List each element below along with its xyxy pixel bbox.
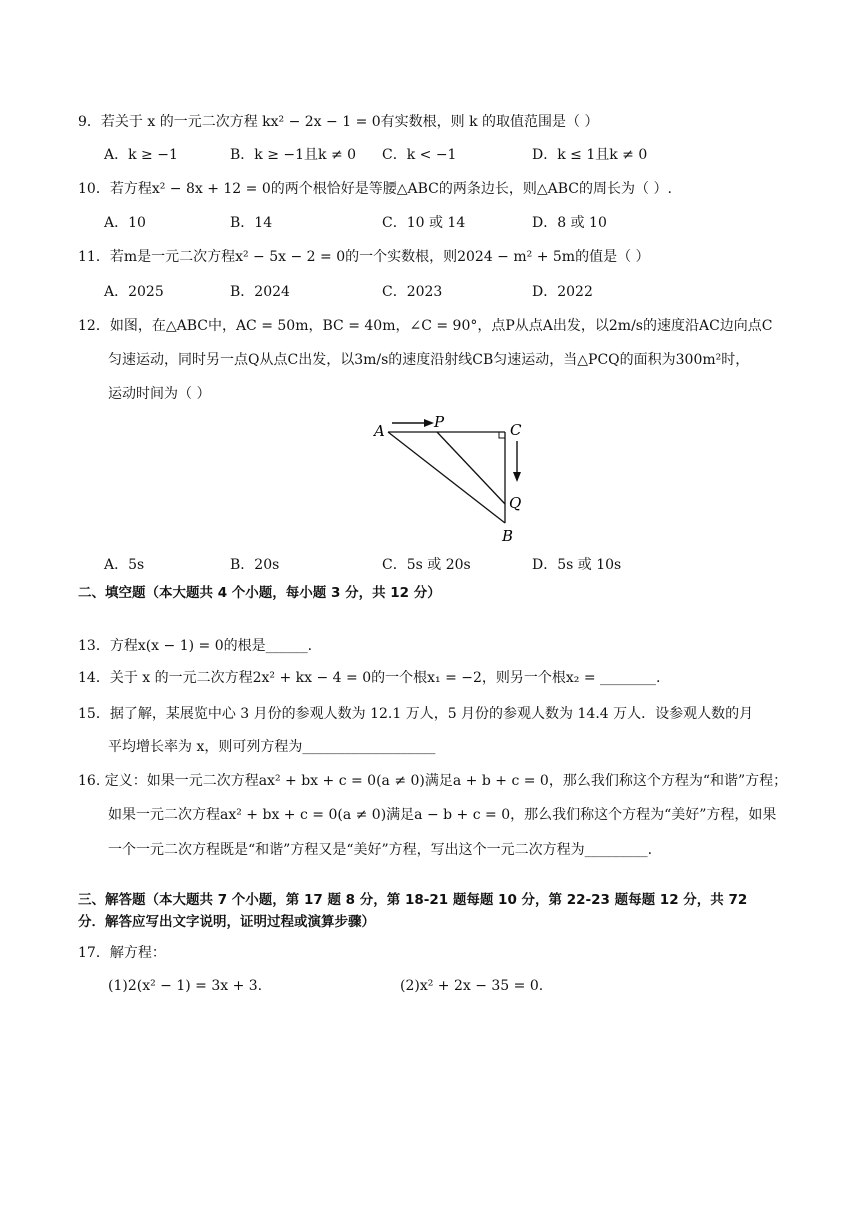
segment-ab: [388, 432, 505, 523]
q10-option-b: B．14: [230, 215, 273, 231]
q12-line3: 运动时间为（ ）: [108, 386, 211, 402]
q16-line1: 16. 定义：如果一元二次方程ax² + bx + c = 0(a ≠ 0)满足a + b + c = 0，那么我们称这个方程为“和谐”方程；: [78, 773, 788, 789]
q17-stem: 17．解方程：: [78, 945, 166, 961]
label-b: B: [502, 527, 514, 545]
q10-option-d: D．8 或 10: [532, 215, 607, 231]
label-q: Q: [509, 494, 522, 512]
q9-option-b: B．k ≥ −1且k ≠ 0: [230, 147, 357, 163]
q12-option-a: A．5s: [104, 557, 145, 573]
q11-option-d: D．2022: [532, 284, 593, 300]
triangle-figure: [372, 415, 532, 547]
q15-line1: 15．据了解，某展览中心 3 月份的参观人数为 12.1 万人，5 月份的参观人数为 14.4 万人．设参观人数的月: [78, 706, 754, 722]
label-a: A: [374, 422, 385, 440]
label-c: C: [510, 421, 522, 439]
q17-part2: (2)x² + 2x − 35 = 0.: [400, 978, 544, 994]
q12-option-b: B．20s: [230, 557, 280, 573]
q11-stem: 11．若m是一元二次方程x² − 5x − 2 = 0的一个实数根，则2024 − m² + 5m的值是（ ）: [78, 249, 650, 265]
q12-option-c: C．5s 或 20s: [382, 557, 471, 573]
arrow-ap-head: [424, 419, 434, 427]
right-angle-mark: [499, 432, 505, 438]
q9-option-c: C．k < −1: [382, 147, 457, 163]
q13: 13．方程x(x − 1) = 0的根是______.: [78, 638, 313, 654]
q10-option-a: A．10: [104, 215, 146, 231]
q12-option-d: D．5s 或 10s: [532, 557, 622, 573]
q9-stem: 9．若关于 x 的一元二次方程 kx² − 2x − 1 = 0有实数根，则 k 的取值范围是（ ）: [78, 114, 599, 130]
q15-line2: 平均增长率为 x，则可列方程为___________________: [108, 739, 436, 755]
q16-line3: 一个一元二次方程既是“和谐”方程又是“美好”方程，写出这个一元二次方程为_________.: [108, 842, 653, 858]
segment-pq: [437, 432, 505, 504]
q16-line2: 如果一元二次方程ax² + bx + c = 0(a ≠ 0)满足a − b + c = 0，那么我们称这个方程为“美好”方程，如果: [108, 807, 777, 823]
q17-part1: (1)2(x² − 1) = 3x + 3.: [108, 978, 263, 994]
q10-stem: 10．若方程x² − 8x + 12 = 0的两个根恰好是等腰△ABC的两条边长，则△ABC的周长为（ ）.: [78, 181, 672, 197]
q11-option-a: A．2025: [104, 284, 164, 300]
q12-line2: 匀速运动，同时另一点Q从点C出发，以3m/s的速度沿射线CB匀速运动，当△PCQ的面积为300m²时，: [108, 352, 750, 368]
section-answer-heading-line1: 三、解答题（本大题共 7 个小题，第 17 题 8 分，第 18-21 题每题 10 分，第 22-23 题每题 12 分，共 72: [78, 892, 748, 908]
q10-option-c: C．10 或 14: [382, 215, 466, 231]
section-fill-in-heading: 二、填空题（本大题共 4 个小题，每小题 3 分，共 12 分）: [78, 585, 441, 601]
q12-line1: 12．如图，在△ABC中，AC = 50m，BC = 40m，∠C = 90°，点P从点A出发，以2m/s的速度沿AC边向点C: [78, 318, 773, 334]
arrow-cq-head: [513, 472, 521, 482]
q11-option-b: B．2024: [230, 284, 290, 300]
q9-option-d: D．k ≤ 1且k ≠ 0: [532, 147, 648, 163]
q14: 14．关于 x 的一元二次方程2x² + kx − 4 = 0的一个根x₁ = −2，则另一个根x₂ = ________.: [78, 670, 661, 686]
label-p: P: [434, 415, 445, 431]
section-answer-heading-line2: 分．解答应写出文字说明，证明过程或演算步骤）: [78, 914, 375, 930]
q11-option-c: C．2023: [382, 284, 443, 300]
q9-option-a: A．k ≥ −1: [104, 147, 178, 163]
